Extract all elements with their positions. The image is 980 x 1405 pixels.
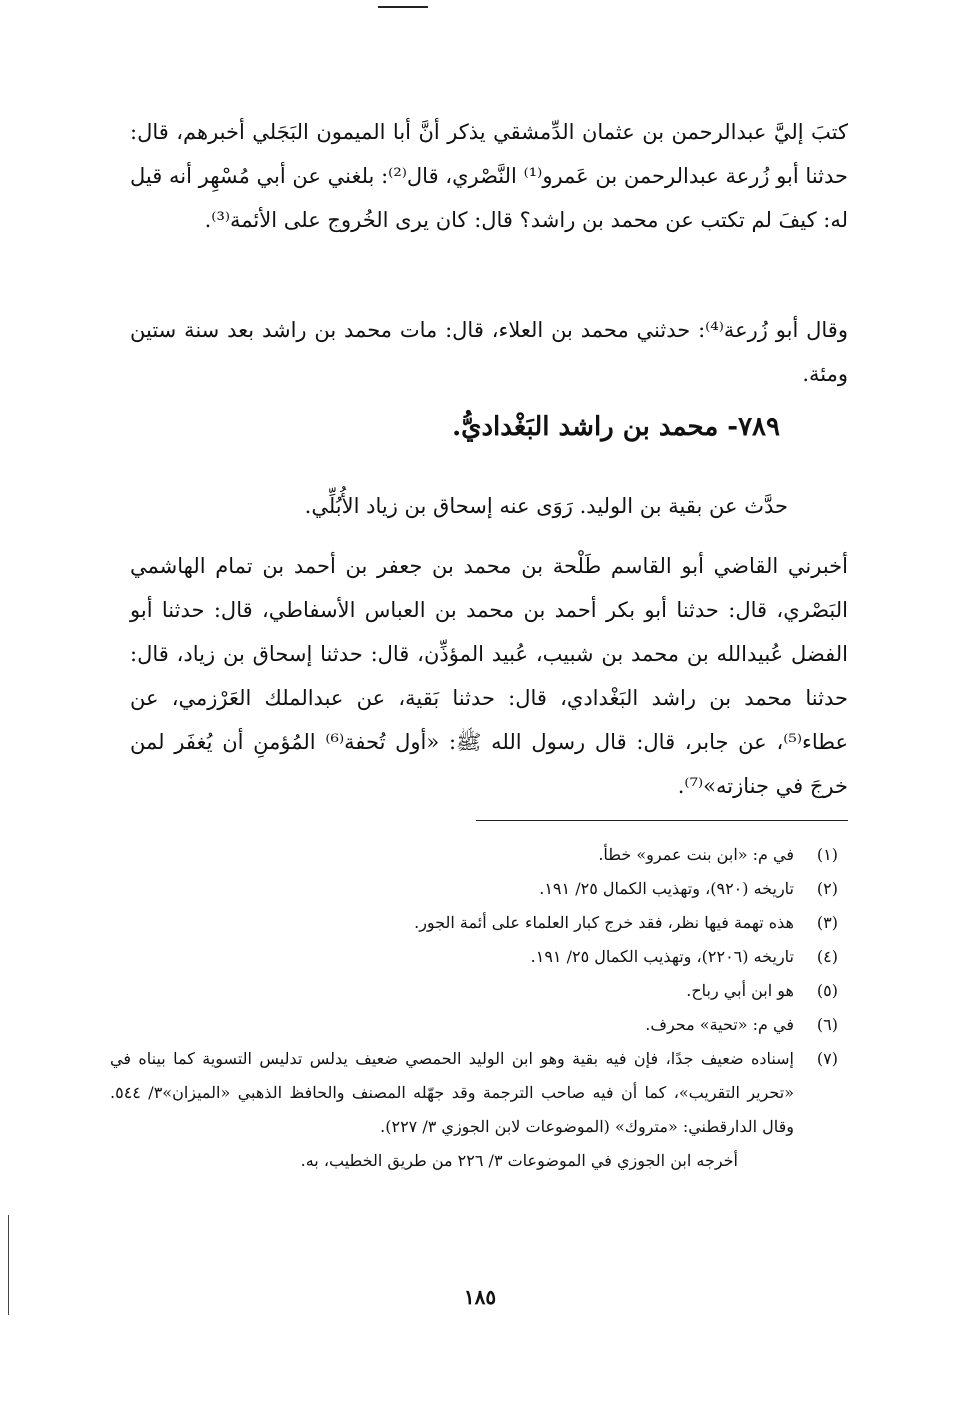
paragraph-text: كتبَ إليَّ عبدالرحمن بن عثمان الدِّمشقي يذكر أنَّ أبا الميمون البَجَلي أخبرهم، قال: حدثنا أبو زُرعة عبدالرحمن بن عَمرو⁽¹⁾ النَّصْري، قال⁽²⁾: بلغني عن أبي مُسْهِر أنه قيل له: كيفَ لم تكتب عن محمد بن راشد؟ قال: كان يرى الخُروج على الأئمة⁽³⁾. [130, 120, 849, 232]
body-paragraph-3 [130, 484, 848, 528]
footnote-number: (٢) [816, 879, 838, 898]
footnote-number: (٥) [816, 981, 838, 1000]
entry-heading: ٧٨٩- محمد بن راشد البَغْداديُّ. [452, 412, 780, 442]
footnote-number: (٤) [816, 947, 838, 966]
margin-rule [8, 1215, 9, 1315]
body-paragraph-1 [130, 110, 848, 242]
footnote-number: (٣) [816, 913, 838, 932]
footnote-number: (٧) [816, 1049, 838, 1068]
footnote-text: في م: «ابن بنت عمرو» خطأ. [598, 845, 794, 864]
page-number: ١٨٥ [463, 1285, 497, 1309]
paragraph-text: حدَّث عن بقية بن الوليد. رَوَى عنه إسحاق بن زياد الأُبُلِّي. [304, 494, 788, 518]
paragraph-text: أخبرني القاضي أبو القاسم طَلْحة بن محمد بن جعفر بن أحمد بن تمام الهاشمي البَصْري، قال: حدثنا أبو بكر أحمد بن محمد بن العباس الأسفاطي، قال: حدثنا أبو الفضل عُبيدالله بن محمد بن شبيب، عُبيد المؤذِّن، قال: حدثنا إسحاق بن زياد، قال: حدثنا محمد بن راشد البَغْدادي، قال: حدثنا بَقية، عن عبدالملك العَرْزمي، عن عطاء⁽⁵⁾، عن جابر، قال: قال رسول الله ﷺ: «أول تُحفة⁽⁶⁾ المُؤمنِ أن يُغفَر لمن خرجَ في جنازته»⁽⁷⁾. [130, 554, 848, 798]
footnote-number: (١) [816, 845, 838, 864]
footnote-1 [110, 838, 838, 872]
footnote-3 [110, 906, 838, 940]
footnotes [110, 838, 838, 1178]
footnote-6 [110, 1008, 838, 1042]
footnote-text: هذه تهمة فيها نظر، فقد خرج كبار العلماء على أئمة الجور. [414, 913, 794, 932]
footnote-text: تاريخه (٩٢٠)، وتهذيب الكمال ٢٥/ ١٩١. [539, 879, 794, 898]
footnote-number: (٦) [816, 1015, 838, 1034]
paragraph-text: وقال أبو زُرعة⁽⁴⁾: حدثني محمد بن العلاء، قال: مات محمد بن راشد بعد سنة ستين ومئة. [130, 318, 848, 386]
footnote-5 [110, 974, 838, 1008]
footnote-2 [110, 872, 838, 906]
footnote-7-continuation [110, 1144, 838, 1178]
footnote-text: تاريخه (٢٢٠٦)، وتهذيب الكمال ٢٥/ ١٩١. [530, 947, 794, 966]
footnote-4 [110, 940, 838, 974]
footnote-separator [476, 820, 848, 821]
footnote-text: أخرجه ابن الجوزي في الموضوعات ٣/ ٢٢٦ من طريق الخطيب، به. [300, 1151, 738, 1170]
top-header-rule [378, 6, 428, 8]
footnote-text: في م: «تحية» محرف. [645, 1015, 794, 1034]
body-paragraph-4 [130, 544, 848, 808]
body-paragraph-2 [130, 308, 848, 396]
footnote-7 [110, 1042, 838, 1144]
footnote-text: إسناده ضعيف جدًا، فإن فيه بقية وهو ابن الوليد الحمصي ضعيف يدلس تدليس التسوية كما بيناه في «تحرير التقريب»، كما أن فيه صاحب الترجمة وقد جهّله المصنف والحافظ الذهبي «الميزان»٣/ ٥٤٤. وقال الدارقطني: «متروك» (الموضوعات لابن الجوزي ٣/ ٢٢٧). [110, 1049, 794, 1136]
footnote-text: هو ابن أبي رباح. [686, 981, 794, 1000]
